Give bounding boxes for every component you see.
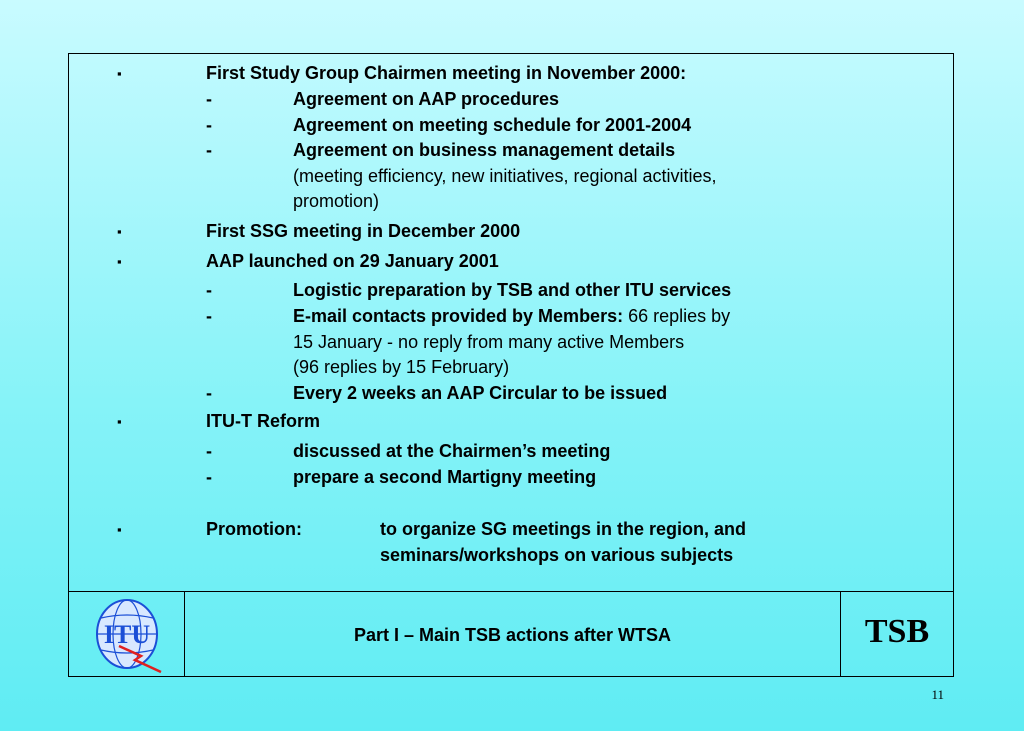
item-promotion-text-cont: seminars/workshops on various subjects [380,545,734,565]
slide-frame [68,53,954,677]
item-business-details-cont: promotion) [293,191,380,211]
dash-marker: - [206,115,212,135]
item-ssg-meeting: First SSG meeting in December 2000 [206,221,521,241]
footer-title: Part I – Main TSB actions after WTSA [353,625,672,645]
slide-content [69,54,953,592]
item-martigny: prepare a second Martigny meeting [293,467,597,487]
bullet-marker: ▪ [117,254,122,269]
item-promotion-label: Promotion: [206,519,302,539]
dash-marker: - [206,280,212,300]
bullet-marker: ▪ [117,66,122,81]
item-chairmen-discussed: discussed at the Chairmen’s meeting [293,441,611,461]
item-email-contacts: E-mail contacts provided by Members: 66 replies by [293,306,731,326]
item-agreement-schedule: Agreement on meeting schedule for 2001-2004 [293,115,692,135]
slide-footer [69,592,953,676]
item-agreement-business: Agreement on business management details [293,140,676,160]
logo-cell [69,592,185,676]
tsb-cell [841,592,953,676]
dash-marker: - [206,467,212,487]
itu-logo-icon [69,592,185,676]
item-email-replies: (96 replies by 15 February) [293,357,510,377]
dash-marker: - [206,306,212,326]
logo-text: ITU [103,620,151,649]
item-agreement-aap: Agreement on AAP procedures [293,89,560,109]
title-cell [185,592,841,676]
item-email-contacts-cont: 15 January - no reply from many active Members [293,332,685,352]
item-aap-launched: AAP launched on 29 January 2001 [206,251,499,271]
item-logistic: Logistic preparation by TSB and other ITU services [293,280,732,300]
dash-marker: - [206,441,212,461]
item-business-details: (meeting efficiency, new initiatives, regional activities, [293,166,717,186]
tsb-label: TSB [864,613,930,650]
bullet-marker: ▪ [117,414,122,429]
bullet-marker: ▪ [117,224,122,239]
dash-marker: - [206,383,212,403]
bullet-marker: ▪ [117,522,122,537]
item-promotion-text: to organize SG meetings in the region, and [380,519,747,539]
dash-marker: - [206,89,212,109]
item-aap-circular: Every 2 weeks an AAP Circular to be issued [293,383,668,403]
dash-marker: - [206,140,212,160]
item-itut-reform: ITU-T Reform [206,411,320,431]
item-chairmen-meeting: First Study Group Chairmen meeting in November 2000: [206,63,687,83]
page-number: 11 [931,687,944,702]
